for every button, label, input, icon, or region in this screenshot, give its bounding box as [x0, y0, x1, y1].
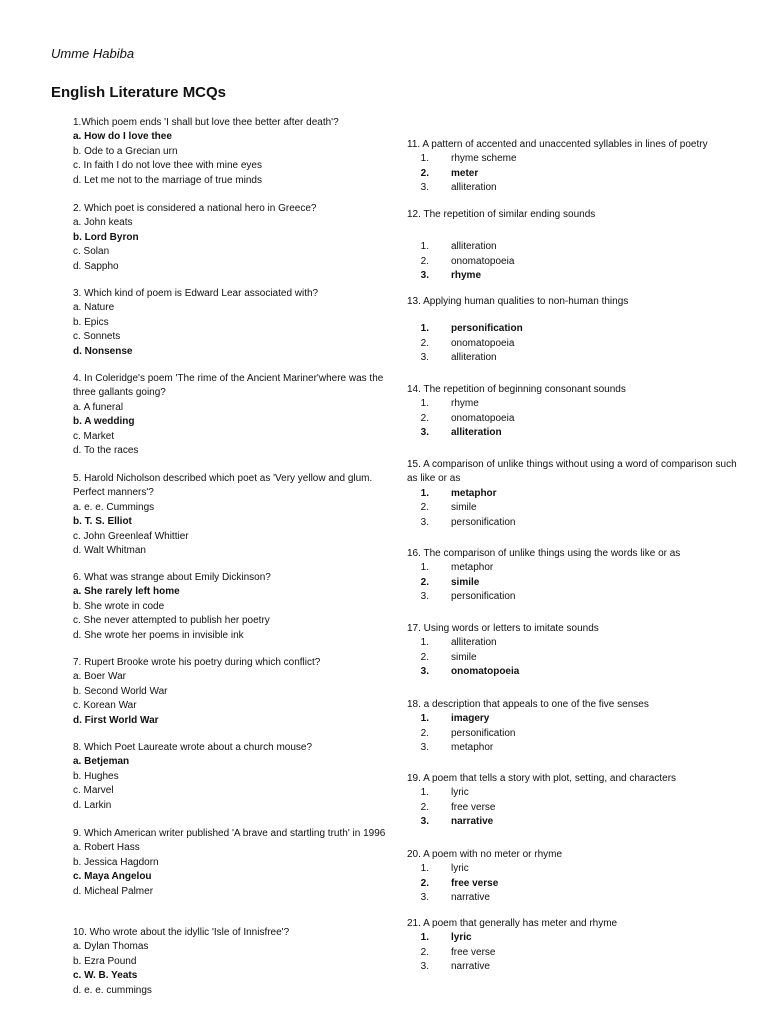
question-17 [407, 622, 747, 680]
answer-option-correct [407, 877, 747, 891]
question-16 [407, 547, 747, 605]
answer-option-correct: d. First World War [73, 714, 159, 726]
answer-option: d. Micheal Palmer [73, 885, 154, 897]
option-number: 1. [420, 398, 429, 410]
answer-option-correct: d. Nonsense [73, 345, 133, 357]
answer-option [407, 412, 747, 426]
option-number: 2. [420, 167, 429, 179]
question-stem: 1.Which poem ends 'I shall but love thee better after death'? [73, 117, 339, 128]
answer-option: b. Epics [73, 316, 109, 328]
option-text: narrative [451, 892, 490, 904]
answer-option-correct [407, 931, 747, 945]
option-text: onomatopoeia [451, 337, 515, 349]
question-15 [407, 458, 747, 530]
option-text: free verse [451, 801, 496, 813]
answer-option: d. To the races [73, 445, 139, 457]
option-number: 3. [420, 961, 429, 973]
answer-option: c. John Greenleaf Whittier [73, 530, 189, 542]
option-text: onomatopoeia [451, 412, 515, 424]
question-9 [73, 827, 385, 899]
question-stem: 6. What was strange about Emily Dickinson? [73, 572, 271, 583]
question-stem: 9. Which American writer published 'A brave and startling truth' in 1996 [73, 828, 386, 839]
option-text: onomatopoeia [451, 666, 520, 678]
answer-option: a. Dylan Thomas [73, 941, 149, 953]
option-text: simile [451, 576, 480, 588]
answer-option [407, 181, 747, 195]
answer-option: d. e. e. cummings [73, 984, 152, 996]
question-21 [407, 917, 747, 975]
option-text: personification [451, 591, 516, 603]
option-number: 1. [420, 863, 429, 875]
answer-option-correct: b. T. S. Elliot [73, 516, 132, 528]
option-text: metaphor [451, 487, 497, 499]
option-number: 3. [420, 270, 429, 282]
answer-option-correct [407, 167, 747, 181]
question-14 [407, 383, 747, 441]
question-2 [73, 202, 316, 274]
answer-option: d. Sappho [73, 260, 119, 272]
answer-option [407, 636, 747, 650]
question-stem: 15. A comparison of unlike things without using a word of comparison such as like or as [407, 459, 737, 485]
option-number: 2. [420, 651, 429, 663]
option-number: 2. [420, 946, 429, 958]
option-text: alliteration [451, 637, 497, 649]
question-5 [73, 472, 391, 558]
answer-option: a. John keats [73, 217, 133, 229]
question-19 [407, 772, 747, 830]
option-number: 2. [420, 255, 429, 267]
option-number: 2. [420, 727, 429, 739]
option-text: rhyme [451, 270, 482, 282]
answer-option: b. Ezra Pound [73, 955, 137, 967]
option-number: 3. [420, 352, 429, 364]
option-text: metaphor [451, 562, 494, 574]
option-text: imagery [451, 713, 490, 725]
question-stem: 12. The repetition of similar ending sounds [407, 209, 596, 220]
question-10 [73, 926, 289, 998]
answer-option-correct [407, 712, 747, 726]
answer-option [407, 590, 747, 604]
answer-option: c. Korean War [73, 700, 137, 712]
answer-option [407, 891, 747, 905]
question-7 [73, 656, 320, 728]
option-number: 3. [420, 742, 429, 754]
answer-option: c. Marvel [73, 785, 114, 797]
option-text: onomatopoeia [451, 255, 515, 267]
answer-option-correct [407, 576, 747, 590]
option-number: 1. [420, 787, 429, 799]
option-number: 1. [420, 153, 429, 165]
answer-option [407, 397, 747, 411]
option-number: 3. [420, 816, 429, 828]
answer-option: d. Let me not to the marriage of true minds [73, 174, 262, 186]
question-3 [73, 287, 318, 359]
answer-option [407, 741, 747, 755]
answer-option-correct: c. Maya Angelou [73, 871, 152, 883]
option-text: alliteration [451, 427, 502, 439]
option-text: rhyme [451, 398, 479, 410]
option-text: lyric [451, 787, 469, 799]
option-number: 3. [420, 182, 429, 194]
answer-option [407, 516, 747, 530]
option-text: personification [451, 323, 523, 335]
question-8 [73, 741, 312, 813]
option-text: meter [451, 167, 479, 179]
question-stem: 16. The comparison of unlike things using the words like or as [407, 548, 681, 559]
answer-option-correct [407, 815, 747, 829]
answer-option [407, 651, 747, 665]
answer-option [407, 946, 747, 960]
answer-option: a. Nature [73, 302, 115, 314]
option-text: simile [451, 502, 477, 514]
question-11 [407, 138, 747, 196]
answer-option-correct: a. She rarely left home [73, 586, 180, 598]
question-4 [73, 372, 391, 458]
answer-option [407, 561, 747, 575]
option-text: alliteration [451, 241, 497, 253]
answer-option-correct [407, 487, 747, 501]
answer-option: b. Hughes [73, 770, 119, 782]
answer-option: d. She wrote her poems in invisible ink [73, 629, 244, 641]
option-text: simile [451, 651, 477, 663]
answer-option-correct: c. W. B. Yeats [73, 970, 138, 982]
question-stem: 4. In Coleridge's poem 'The rime of the Ancient Mariner'where was the three gallants going? [73, 373, 384, 399]
question-stem: 17. Using words or letters to imitate sounds [407, 623, 599, 634]
option-text: personification [451, 516, 516, 528]
answer-option-correct [407, 322, 747, 336]
answer-option: b. Ode to a Grecian urn [73, 145, 178, 157]
question-1 [73, 116, 339, 188]
option-text: free verse [451, 877, 499, 889]
answer-option: c. Solan [73, 246, 110, 258]
answer-option [407, 960, 747, 974]
answer-option [407, 337, 747, 351]
option-number: 1. [420, 323, 429, 335]
answer-option [407, 801, 747, 815]
answer-option-correct: a. Betjeman [73, 756, 130, 768]
option-number: 2. [420, 877, 429, 889]
option-text: lyric [451, 863, 469, 875]
question-13 [407, 295, 747, 366]
answer-option-correct [407, 665, 747, 679]
option-number: 3. [420, 591, 429, 603]
option-number: 2. [420, 576, 429, 588]
answer-option-correct [407, 269, 747, 283]
option-number: 1. [420, 562, 429, 574]
answer-option [407, 501, 747, 515]
answer-option-correct: a. How do I love thee [73, 131, 172, 143]
question-stem: 2. Which poet is considered a national hero in Greece? [73, 203, 317, 214]
answer-option: a. e. e. Cummings [73, 501, 155, 513]
option-number: 1. [420, 713, 429, 725]
answer-option: d. Walt Whitman [73, 545, 146, 557]
option-text: narrative [451, 816, 494, 828]
answer-option [407, 786, 747, 800]
option-text: alliteration [451, 182, 497, 194]
question-stem: 20. A poem with no meter or rhyme [407, 849, 563, 860]
question-stem: 8. Which Poet Laureate wrote about a church mouse? [73, 742, 313, 753]
option-text: personification [451, 727, 516, 739]
author-name: Umme Habiba [51, 46, 135, 61]
option-number: 3. [420, 892, 429, 904]
question-stem: 19. A poem that tells a story with plot, setting, and characters [407, 773, 677, 784]
option-number: 1. [420, 637, 429, 649]
answer-option [407, 727, 747, 741]
answer-option: c. Market [73, 430, 115, 442]
option-text: rhyme scheme [451, 153, 517, 165]
option-number: 1. [420, 932, 429, 944]
answer-option: b. She wrote in code [73, 600, 165, 612]
option-number: 1. [420, 487, 429, 499]
question-stem: 3. Which kind of poem is Edward Lear associated with? [73, 288, 319, 299]
answer-option: a. Robert Hass [73, 842, 140, 854]
option-number: 3. [420, 427, 429, 439]
question-stem: 18. a description that appeals to one of the five senses [407, 699, 649, 710]
answer-option [407, 152, 747, 166]
answer-option: c. In faith I do not love thee with mine eyes [73, 160, 262, 172]
option-text: narrative [451, 961, 490, 973]
answer-option: b. Jessica Hagdorn [73, 856, 159, 868]
option-number: 3. [420, 666, 429, 678]
answer-option: d. Larkin [73, 799, 112, 811]
question-6 [73, 571, 271, 643]
answer-option [407, 240, 747, 254]
answer-option: a. Boer War [73, 671, 126, 683]
answer-option-correct: b. Lord Byron [73, 231, 139, 243]
question-stem: 13. Applying human qualities to non-human things [407, 296, 629, 307]
option-number: 2. [420, 801, 429, 813]
question-stem: 10. Who wrote about the idyllic 'Isle of Innisfree'? [73, 927, 290, 938]
answer-option: c. Sonnets [73, 331, 121, 343]
answer-option-correct: b. A wedding [73, 416, 135, 428]
option-number: 2. [420, 502, 429, 514]
option-number: 3. [420, 516, 429, 528]
question-stem: 7. Rupert Brooke wrote his poetry during which conflict? [73, 657, 321, 668]
option-text: metaphor [451, 742, 494, 754]
question-stem: 5. Harold Nicholson described which poet as 'Very yellow and glum. Perfect manners'? [73, 473, 373, 499]
option-number: 2. [420, 412, 429, 424]
page-title: English Literature MCQs [51, 84, 227, 101]
answer-option [407, 351, 747, 365]
question-18 [407, 698, 747, 756]
question-stem: 14. The repetition of beginning consonant sounds [407, 384, 626, 395]
answer-option: c. She never attempted to publish her poetry [73, 615, 270, 627]
question-20 [407, 848, 747, 906]
answer-option [407, 862, 747, 876]
option-number: 1. [420, 241, 429, 253]
answer-option: b. Second World War [73, 685, 168, 697]
answer-option: a. A funeral [73, 401, 124, 413]
question-stem: 11. A pattern of accented and unaccented syllables in lines of poetry [407, 139, 708, 150]
option-text: free verse [451, 946, 496, 958]
option-text: alliteration [451, 352, 497, 364]
answer-option-correct [407, 426, 747, 440]
answer-option [407, 255, 747, 269]
option-text: lyric [451, 932, 472, 944]
question-stem: 21. A poem that generally has meter and rhyme [407, 918, 618, 929]
question-12 [407, 208, 747, 284]
option-number: 2. [420, 337, 429, 349]
